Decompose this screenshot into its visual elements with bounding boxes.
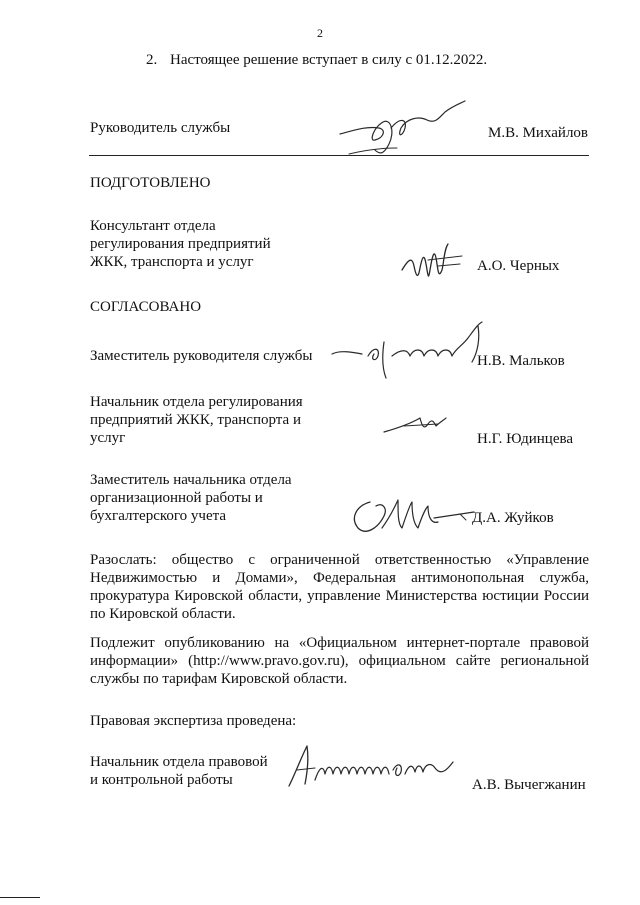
horizontal-divider <box>89 155 589 156</box>
position-line: и контрольной работы <box>90 772 233 788</box>
approver-position <box>90 471 292 525</box>
head-name: М.В. Михайлов <box>488 125 589 141</box>
position-line: организационной работы и <box>90 490 263 506</box>
legal-review-position <box>90 753 268 789</box>
approved-heading: СОГЛАСОВАНО <box>90 299 202 315</box>
publication-text: Подлежит опубликованию на «Официальном интернет-портале правовой информации» (http://www.pravo.gov.ru), официальном сайте региональной службы по тарифам Кировской области. <box>90 635 589 687</box>
footer-rule <box>0 897 40 898</box>
legal-review-name: А.В. Вычегжанин <box>472 777 586 793</box>
position-line: Начальник отдела правовой <box>90 754 268 770</box>
approver-name: Д.А. Жуйков <box>472 510 554 526</box>
position-line: Заместитель руководителя службы <box>90 348 313 364</box>
prepared-name: А.О. Черных <box>477 258 560 274</box>
position-line: Начальник отдела регулирования <box>90 394 303 410</box>
approver-signature <box>328 318 490 382</box>
legal-review-signature <box>285 740 460 790</box>
position-line: Консультант отдела <box>90 218 216 234</box>
prepared-position <box>90 217 271 271</box>
page-number: 2 <box>317 26 323 40</box>
legal-review-statement: Правовая экспертиза проведена: <box>90 713 297 729</box>
position-line: регулирования предприятий <box>90 236 271 252</box>
position-line: предприятий ЖКК, транспорта и <box>90 412 301 428</box>
approver-signature <box>348 494 478 538</box>
approver-signature <box>380 412 450 438</box>
head-signature <box>335 98 470 160</box>
clause-number: 2. <box>146 52 158 68</box>
distribution-text: Разослать: общество с ограниченной ответственностью «Управление Недвижимостью и Домами», Федеральная антимонопольная служба, прокуратура Кировской области, управление Министерства юстиции России по Кировской области. <box>90 552 589 622</box>
prepared-heading: ПОДГОТОВЛЕНО <box>90 175 211 191</box>
head-position: Руководитель службы <box>90 120 231 136</box>
approver-name: Н.Г. Юдинцева <box>477 431 574 447</box>
approver-name: Н.В. Мальков <box>477 353 565 369</box>
position-line: бухгалтерского учета <box>90 508 227 524</box>
approver-position <box>90 393 303 447</box>
position-line: услуг <box>90 430 126 446</box>
position-line: ЖКК, транспорта и услуг <box>90 254 254 270</box>
prepared-signature <box>398 238 466 288</box>
approver-position <box>90 347 312 365</box>
clause-text: Настоящее решение вступает в силу с 01.12.2022. <box>170 52 488 68</box>
position-line: Заместитель начальника отдела <box>90 472 292 488</box>
